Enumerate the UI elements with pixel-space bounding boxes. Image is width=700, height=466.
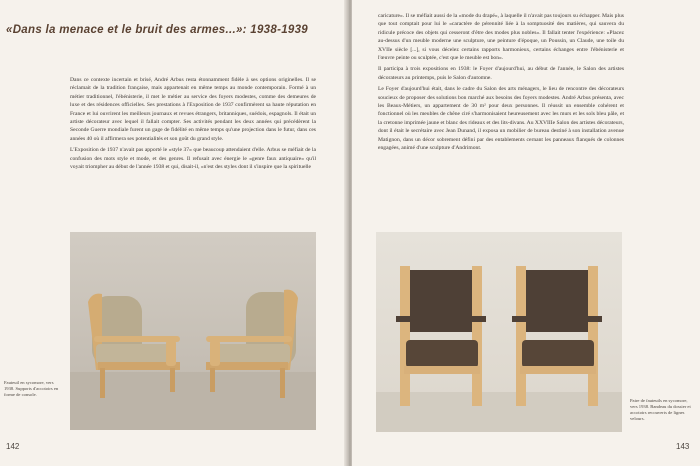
photo-caption-right: Paire de fauteuils en sycomore, vers 1938. Bandeau du dossier et accotoirs recouverts de lignes velours. — [630, 398, 691, 421]
armchairs-photo-right — [376, 232, 622, 432]
photo-caption-left: Fauteuil en sycomore, vers 1938. Supports d'accotoirs en forme de console. — [4, 380, 59, 397]
armchair-illustration — [512, 266, 602, 406]
paragraph: Dans ce contexte incertain et brisé, André Arbus resta étonnamment fidèle à ses options originelles. Il se réclamait de la tradition française, mais appartenait en même temps au monde contemporain. Formé à un métier traditionnel, l'ébénisterie, il met le métier au service des foyers modestes, comme des demeures de luxe et des résidences officielles. Ses prestations à l'Exposition de 1937 confirmèrent sa haute réputation en France et lui ouvrirent les meilleurs journaux et revues étrangers, britanniques, suédois, espagnols. Il était un artiste décorateur avec lequel il fallait compter. Ses activités pendant les deux années qui précédèrent la Seconde Guerre mondiale furent un gage de fidélité en même temps qu'une projection dans le futur, dans ces années 40 où il affirmera ses potentialités et son goût du grand style. — [70, 77, 316, 142]
armchair-illustration — [396, 266, 486, 406]
paragraph: Le Foyer d'aujourd'hui était, dans le cadre du Salon des arts ménagers, le lieu de rencontre des décorateurs soucieux de proposer des solutions bon marché aux besoins des foyers modestes. André Arbus présenta, avec les Beaux-Métiers, un appartement de 30 m² pour deux personnes. Il réussit un ensemble cohérent et fonctionnel où les meubles de chêne ciré s'harmonisaient heureusement avec les murs et les sols bleu pâle, et la cretonne imprimée jaune et blanc des rideaux et des lits-divans. Au XXVIIIe Salon des artistes décorateurs, dont il était le secrétaire avec Jean Dunand, il exposa un mobilier de bureau destiné à son installation avenue Matignon, dans un décor sobrement défini par des entablements cernant les panneaux flanqués de colonnes engagées, animé d'une sculpture d'Andrimont. — [378, 86, 624, 152]
armchair-pair-illustration — [376, 232, 622, 432]
paragraph: L'Exposition de 1937 n'avait pas apporté le «style 37» que beaucoup attendaient d'elle. Arbus se méfiait de la confusion des mots style et mode, et des genres. Il refusait avec énergie le «genre faux antiquaire» qu'il voyait triompher au début de l'année 1938 et qui, disait-il, «n'est des styles dont il s'inspire que la spirituelle — [70, 147, 316, 171]
left-page — [0, 0, 348, 466]
page-number-left: 142 — [6, 442, 20, 451]
right-body-text — [378, 12, 624, 156]
armchair-pair-illustration — [70, 232, 316, 430]
chapter-heading: «Dans la menace et le bruit des armes...»: 1938-1939 — [6, 24, 308, 36]
paragraph: caricature». Il se méfiait aussi de la «mode du drapé», à laquelle il n'avait pas toujours su échapper. Mais plus que tout comptait pour lui le «caractère de pérennité liée à la somptuosité des matières, qui sauvera du ridicule précoce des objets qui cesseront d'être des modes plus nobles». Il fallait tenter l'expérience: «Placez au-dessus d'un meuble moderne une sculpture, une peinture d'époque, un Poussin, un Claude, une toile du XVIIe siècle [...], si vous décelez certains rapports harmonieux, certains échanges entre l'ébénisterie et l'œuvre peinte ou sculptée, c'est que le meuble est bon». — [378, 13, 624, 62]
page-number-right: 143 — [676, 442, 690, 451]
left-body-text — [70, 76, 316, 174]
paragraph: Il participa à trois expositions en 1938: le Foyer d'aujourd'hui, au début de l'année, le Salon des artistes décorateurs au printemps, puis le Salon d'automne. — [378, 66, 624, 81]
armchairs-photo-left — [70, 232, 316, 430]
